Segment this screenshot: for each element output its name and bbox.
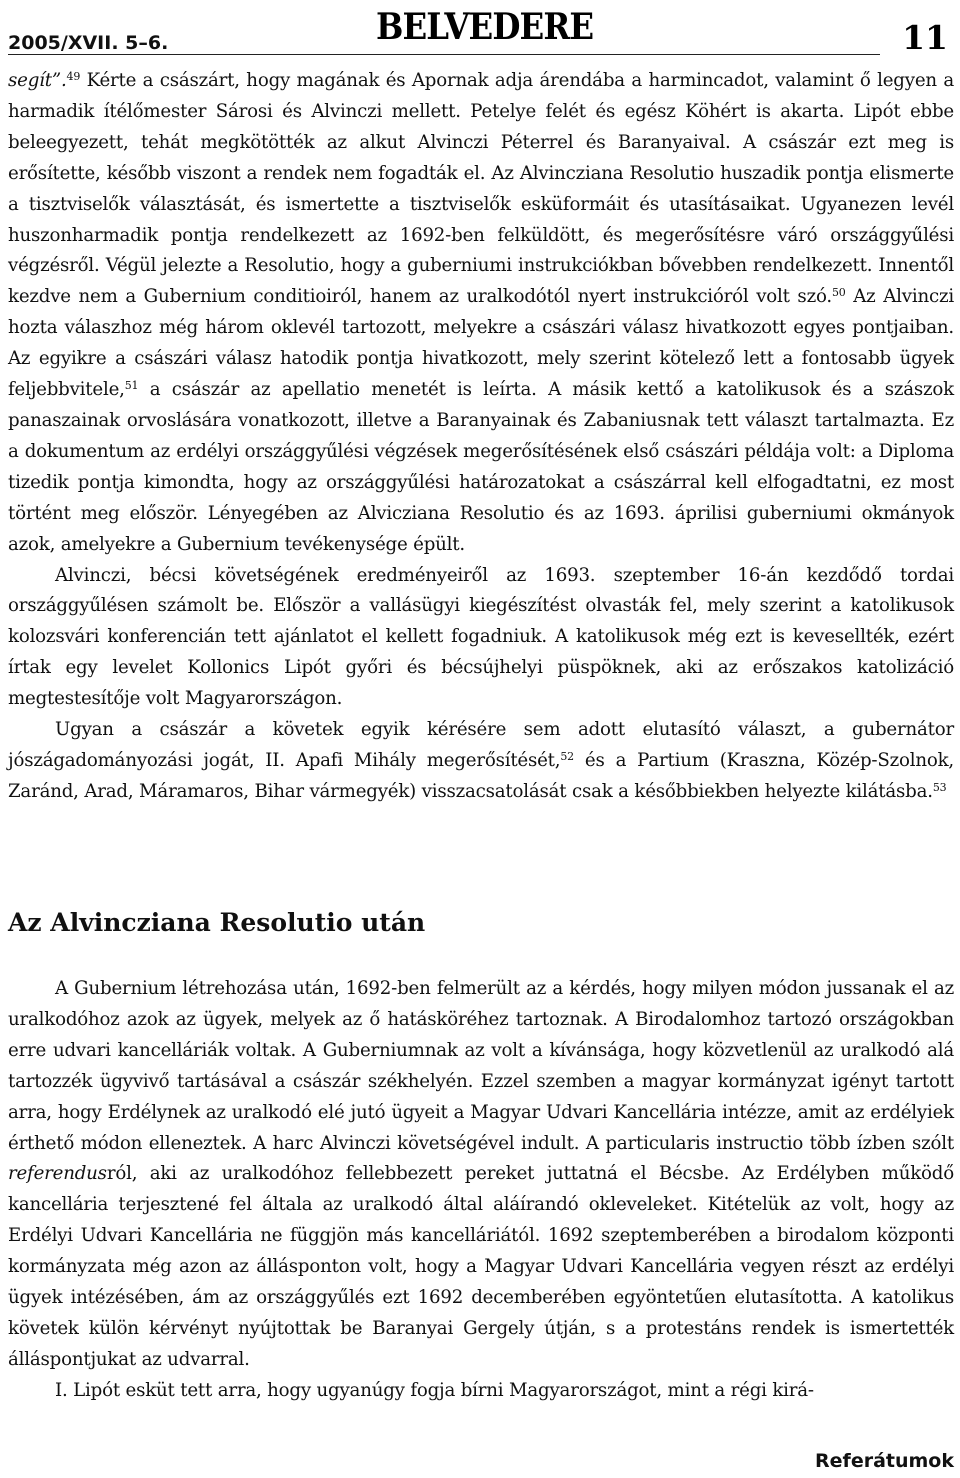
section-heading: Az Alvincziana Resolutio után bbox=[8, 908, 426, 937]
paragraph-text: ról, aki az uralkodóhoz fellebbezett pereket juttatná el Bécsbe. Az Erdélyben működő kancellária terjesztené fel általa az uralkodó által aláírandó okleveleket. Kitételük az volt, hogy az Erdélyi Udvari Kancellária ne függjön más kancelláriától. 1692 szeptemberében a birodalom központi kormányzata még azon az állásponton volt, hogy a Magyar Udvari Kancellária vegyen részt az erdélyi ügyek intézésében, ám az országgyűlés ezt 1692 decemberében egyöntetűen elutasította. A katolikus követek külön kérvényt nyújtottak be Baranyai Gergely útján, s a protestáns rendek is ismertették álláspontjukat az udvarral. bbox=[8, 1163, 954, 1370]
footnote-ref-50[interactable]: 50 bbox=[831, 286, 846, 300]
paragraph bbox=[8, 715, 954, 808]
paragraph-text: A Gubernium létrehozása után, 1692-ben felmerült az a kérdés, hogy milyen módon jussanak el az uralkodóhoz azok az ügyek, melyek az ő hatásköréhez tartoznak. A Birodalomhoz tartozó országokban erre udvari kancelláriák voltak. A Guberniumnak az volt a kívánsága, hogy közvetlenül az uralkodó alá tartozzék ügyvivő tartásával a császár székhelyén. Ezzel szemben a magyar kormányzat igényt tartott arra, hogy Erdélynek az uralkodó elé jutó ügyeit a Magyar Udvari Kancellária intézze, amit az erdélyiek érthető módon elleneztek. A harc Alvinczi követségével indult. A particularis instructio több ízben szólt bbox=[8, 978, 954, 1154]
page-header bbox=[8, 6, 952, 56]
quote-fragment: segít”. bbox=[8, 70, 67, 91]
paragraph-text: Ugyan a császár a követek egyik kérésére sem adott elutasító választ, a gubernátor jószágadományozási jogát, II. Apafi Mihály megerősítését, bbox=[8, 719, 954, 771]
section-footer-label: Referátumok bbox=[815, 1450, 954, 1472]
paragraph-text: Kérte a császárt, hogy magának és Apornak adja árendába a harmincadot, valamint ő legyen a harmadik ítélőmester Sárosi és Alvinczi mellett. Petelye felét és egész Köhért is akarta. Lipót ebbe beleegyezett, tehát megkötötték az alkut Alvinczi Péterrel és Baranyaival. A császár ezt meg is erősítette, később viszont a rendek nem fogadták el. Az Alvincziana Resolutio huszadik pontja elismerte a tisztviselők választását, és ismertette a tisztviselők esküformáit és utasításaikat. Ugyanezen levél huszonharmadik pontja rendelkezett az 1692-ben felküldött, és megerősítésre váró országgyűlési végzésről. Végül jelezte a Resolutio, hogy a guberniumi instrukciókban bővebben rendelkezett. Innentől kezdve nem a Gubernium conditioiról, hanem az uralkodótól nyert instrukcióról volt szó. bbox=[8, 70, 954, 308]
paragraph-text: és a Partium (Kraszna, Közép-Szolnok, Zaránd, Arad, Máramaros, Bihar vármegyék) visszacsatolását csak a későbbiekben helyezte kilátásba. bbox=[8, 749, 954, 802]
paragraph bbox=[8, 66, 954, 561]
footnote-ref-51[interactable]: 51 bbox=[124, 379, 139, 393]
paragraph-text: a császár az apellatio menetét is leírta. A másik kettő a katolikusok és a szászok panaszainak orvoslására vonatkozott, illetve a Baranyainak és Zabaniusnak tett választ tartalmazta. Ez a dokumentum az erdélyi országgyűlési végzések megerősítésének első császári példája volt: a Diploma tizedik pontja kimondta, hogy az országgyűlési határozatokat a császárral kell elfogadtatni, ez most történt meg először. Lényegében az Alvicziana Resolutio és az 1693. áprilisi guberniumi okmányok azok, amelyekre a Gubernium tevékenysége épült. bbox=[8, 379, 954, 555]
footnote-ref-52[interactable]: 52 bbox=[560, 749, 574, 763]
paragraph-text: Az Alvinczi hozta válaszhoz még három oklevél tartozott, melyekre a császári válasz hivatkozott egyes pontjaiban. Az egyikre a császári válasz hatodik pontja hivatkozott, mely szerint kötelező lett a fontosabb ügyek feljebbvitele, bbox=[8, 286, 954, 401]
italic-term: referendus bbox=[8, 1163, 107, 1185]
paragraph: Alvinczi, bécsi követségének eredményeiről az 1693. szeptember 16-án kezdődő tordai országgyűlésen számolt be. Először a vallásügyi kiegészítést olvasták fel, mely szerint a katolikusok kolozsvári konferencián tett ajánlatot el kellett fogadniuk. A katolikusok még ezt is kevesellték, ezért írtak egy levelet Kollonics Lipót győri és bécsújhelyi püspöknek, aki az erőszakos katolizáció megtestesítője volt Magyarországon. bbox=[8, 564, 954, 710]
footnote-ref-53[interactable]: 53 bbox=[932, 780, 947, 794]
paragraph: I. Lipót esküt tett arra, hogy ugyanúgy fogja bírni Magyarországot, mint a régi kirá- bbox=[55, 1379, 814, 1401]
issue-number: 2005/XVII. 5–6. bbox=[8, 32, 169, 54]
header-rule bbox=[8, 54, 880, 55]
page-number: 11 bbox=[902, 18, 948, 57]
article-body-bottom bbox=[8, 974, 954, 1407]
article-body-top bbox=[8, 66, 954, 808]
paragraph bbox=[8, 974, 954, 1376]
masthead-logo: BELVEDERE bbox=[376, 6, 594, 48]
footnote-ref-49[interactable]: 49 bbox=[66, 70, 81, 83]
